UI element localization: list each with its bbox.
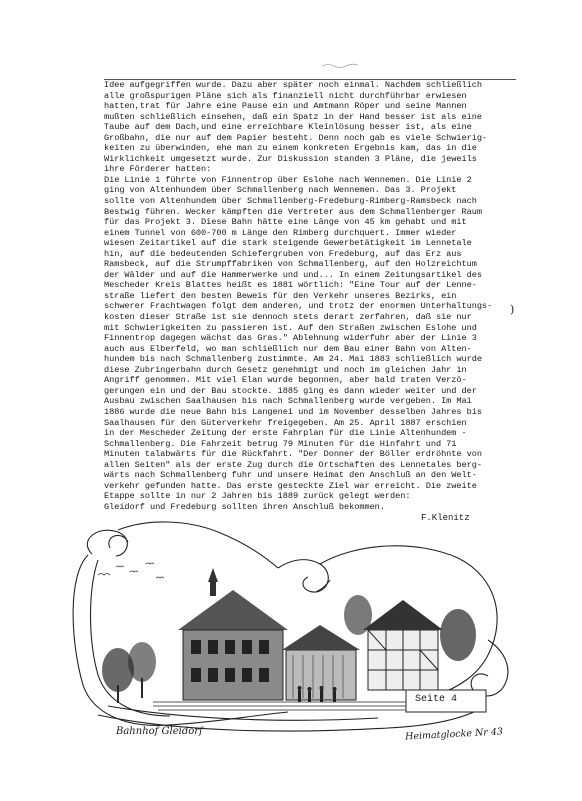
text-line: hin, auf die bedeutenden Schiefergruben von Fredeburg, auf das Erz aus xyxy=(104,248,462,259)
text-line: Ausbau zwischen Saalhausen bis nach Schmallenberg wurde vergeben. Im Mai xyxy=(104,396,472,407)
text-line: Großbahn, die nur auf dem Papier besteht. Denn noch gab es viele Schwierig- xyxy=(104,132,488,143)
article-body xyxy=(104,80,524,512)
text-line: Die Linie 1 führte von Finnentrop über Eslohe nach Wennemen. Die Linie 2 xyxy=(104,174,472,185)
text-line: Schmallenberg. Die Fahrzeit betrug 79 Minuten für die Hinfahrt und 71 xyxy=(104,438,457,449)
text-line: Taube auf dem Dach,und eine erreichbare Kleinlösung besser ist, als eine xyxy=(104,122,472,133)
text-line: Etappe sollte in nur 2 Jahren bis 1889 zurück gelegt werden: xyxy=(104,491,411,502)
author-signature: F.Klenitz xyxy=(421,513,470,523)
text-line: mit Schwierigkeiten zu passieren ist. Auf den Straßen zwischen Eslohe und xyxy=(104,322,477,333)
text-line: alle großspurigen Pläne sich als finanziell nicht durchführbar erwiesen xyxy=(104,90,467,101)
text-line: auch aus Elberfeld, wo man schließlich nur dem Bau einer Bahn von Alten- xyxy=(104,343,472,354)
text-line: hundem bis nach Schmallenberg zustimmte. Am 24. Mai 1883 schließlich wurde xyxy=(104,354,482,365)
text-line: Wirklichkeit umgesetzt wurde. Zur Diskussion standen 3 Pläne, die jeweils xyxy=(104,153,477,164)
text-line: allen Seiten" als der erste Zug durch die Ortschaften des Lennetales berg- xyxy=(104,459,482,470)
text-line: Gleidorf und Fredeburg sollten ihren Anschluß bekommen. xyxy=(104,501,385,512)
text-line: verkehr gefunden hatte. Das erste gesteckte Ziel war erreicht. Die zweite xyxy=(104,480,477,491)
text-line: Mescheder Kreis Blattes heißt es 1881 wörtlich: "Eine Tour auf der Lenne- xyxy=(104,280,477,291)
text-line: einem Tunnel von 600-700 m Länge den Rimberg durchquert. Immer wieder xyxy=(104,227,457,238)
text-line: der Wälder und auf die Hammerwerke und und... In einem Zeitungsartikel des xyxy=(104,269,482,280)
text-line: diese Zubringerbahn durch Gesetz genehmigt und noch im gleichen Jahr in xyxy=(104,364,467,375)
station-illustration xyxy=(58,520,528,745)
text-line: Finnentrop dagegen wächst das Gras." Ablehnung widerfuhr aber der Linie 3 xyxy=(104,333,477,344)
text-line: 1886 wurde die neue Bahn bis Langenei und im November desselben Jahres bis xyxy=(104,406,482,417)
text-line: mußten schließlich einsehen, daß ein Spatz in der Hand besser ist als eine xyxy=(104,111,482,122)
text-line: Minuten talabwärts für die Rückfahrt. "Der Donner der Böller erdröhnte von xyxy=(104,449,482,460)
text-line: ihre Förderer hatten: xyxy=(104,164,212,175)
text-line: in der Mescheder Zeitung der erste Fahrplan für die Linie Altenhundem - xyxy=(104,428,467,439)
text-line: hatten,trat für Jahre eine Pause ein und Amtmann Röper und seine Mannen xyxy=(104,101,467,112)
text-line: kosten dieser Straße ist sie dennoch stets derart zerfahren, daß sie nur xyxy=(104,312,472,323)
issue-caption: Heimatglocke Nr 43 xyxy=(404,726,504,743)
text-line: schwerer Frachtwagen folgt dem anderen, und trotz der enormen Unterhaltungs- xyxy=(104,301,493,312)
text-line: Angriff genommen. Mit viel Elan wurde begonnen, aber bald traten Verzö- xyxy=(104,375,467,386)
text-line: Saalhausen für den Güterverkehr freigegeben. Am 25. April 1887 erschien xyxy=(104,417,467,428)
page-number-label: Seite 4 xyxy=(415,694,458,705)
station-caption: Bahnhof Gleidorf xyxy=(116,726,203,737)
text-line: für das Projekt 3. Diese Bahn hätte eine Länge von 45 km gehabt und mit xyxy=(104,217,467,228)
text-line: wiesen Zeitartikel auf die stark steigende Gewerbetätigkeit im Lennetale xyxy=(104,238,472,249)
text-line: keiten zu überwinden, ehe man zu einem konkreten Ergebnis kam, das in die xyxy=(104,143,477,154)
text-line: Bestwig führen. Wecker kämpften die Vertreter aus dem Schmallenberger Raum xyxy=(104,206,482,217)
text-line: wärts nach Schmallenberg fuhr und unsere Heimat den Anschluß an den Welt- xyxy=(104,470,477,481)
text-line: ging von Altenhundem über Schmallenberg nach Wennemen. Das 3. Projekt xyxy=(104,185,457,196)
text-line: Ramsbeck, auf die Strumpffabriken von Schmallenberg, auf den Holzreichtum xyxy=(104,259,477,270)
text-line: straße liefert den besten Beweis für den Verkehr unseres Bezirks, ein xyxy=(104,290,457,301)
text-line: Idee aufgegriffen wurde. Dazu aber später noch einmal. Nachdem schließlich xyxy=(104,80,482,90)
text-line: sollte von Altenhundem über Schmallenberg-Fredeburg-Rimberg-Ramsbeck nach xyxy=(104,196,477,207)
text-line: gerungen ein und der Bau stockte. 1885 ging es dann wieder weiter und der xyxy=(104,385,477,396)
scan-mark xyxy=(320,62,360,70)
margin-mark: ) xyxy=(510,303,515,316)
